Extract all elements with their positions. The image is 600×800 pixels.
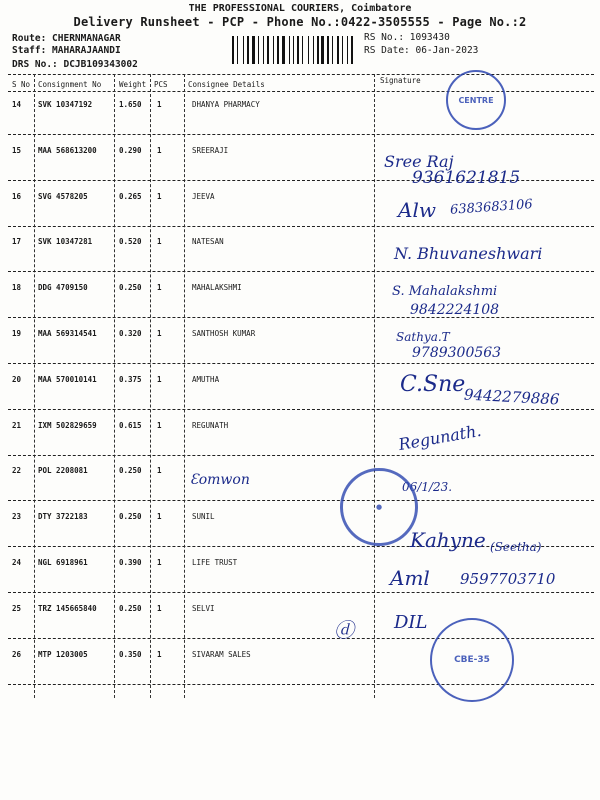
row-pieces: 1 [157,558,162,567]
barcode-bar [263,36,264,64]
row-pieces: 1 [157,191,162,201]
handwritten-initials: Aml [390,566,430,590]
staff-label: Staff: MAHARAJAANDI [12,45,121,56]
row-pieces: 1 [157,649,162,659]
runsheet-company-title: THE PROFESSIONAL COURIERS, Coimbatore [188,3,412,14]
handwritten-phone: 9842224108 [410,302,500,318]
rs-date: RS Date: 06-Jan-2023 [364,45,479,56]
barcode-bar [282,36,285,64]
stamp-text: CBE-35 [454,655,490,665]
barcode-bar [332,36,333,64]
barcode-bar [317,36,319,64]
col-header-consignee: Consignee Details [188,80,265,89]
row-consignee-name: JEEVA [192,191,215,201]
row-serial-number: 21 [12,420,22,430]
row-separator [8,363,594,364]
handwritten-phone: 9442279886 [463,385,560,409]
handwritten-phone: 6383683106 [449,197,534,218]
row-consignee-name: SIVARAM SALES [192,649,251,659]
barcode-bar [243,36,244,64]
barcode-bar [337,36,339,64]
rs-number: RS No.: 1093430 [364,32,450,43]
row-serial-number: 23 [12,512,22,522]
row-serial-number: 24 [12,558,22,567]
header-top-rule [8,74,594,75]
row-consignee-name: DHANYA PHARMACY [192,100,260,109]
row-separator [8,592,594,593]
table-row [0,466,600,512]
row-weight: 0.520 [119,237,142,247]
sales-agency-stamp [430,618,514,702]
handwritten-initials: Alw [398,198,436,222]
barcode-bar [297,36,299,64]
table-row [0,329,600,375]
handwritten-tamil-name: Ɛomwon [190,472,250,488]
barcode-bar [302,36,303,64]
handwritten-name: (Seetha) [490,540,542,554]
row-consignment-number: DDG 4709150 [38,283,88,293]
handwritten-date: 06/1/23. [402,480,453,494]
handwritten-phone: 9361621815 [412,168,521,188]
barcode-bar [232,36,234,64]
barcode-bar [289,36,290,64]
row-consignment-number: DTY 3722183 [38,512,88,522]
row-separator [8,455,594,456]
row-serial-number: 14 [12,100,22,109]
row-serial-number: 25 [12,603,22,613]
row-consignment-number: POL 2208081 [38,466,88,476]
row-serial-number: 26 [12,649,22,659]
barcode-bar [247,36,249,64]
handwritten-name: Sathya.T [396,330,450,344]
handwritten-name: DIL [394,612,428,633]
row-pieces: 1 [157,466,162,476]
barcode-bar [308,36,309,64]
handwritten-name: Regunath. [396,420,483,455]
row-weight: 0.375 [119,374,142,384]
header-bottom-rule [8,91,594,92]
row-consignee-name: SUNIL [192,512,215,522]
row-weight: 0.265 [119,191,142,201]
barcode-bar [273,36,274,64]
row-consignment-number: SVK 10347192 [38,100,93,109]
row-weight: 0.250 [119,512,142,522]
col-header-pcs: PCS [154,80,168,89]
row-pieces: 1 [157,237,162,247]
table-row [0,421,600,467]
row-consignee-name: MAHALAKSHMI [192,283,242,293]
barcode-bar [321,36,324,64]
row-serial-number: 20 [12,374,22,384]
row-consignment-number: MAA 569314541 [38,329,97,338]
row-consignment-number: NGL 6918961 [38,558,88,567]
round-office-stamp [340,468,418,546]
row-pieces: 1 [157,603,162,613]
row-serial-number: 18 [12,283,22,293]
courier-centre-stamp [446,70,506,130]
runsheet-subtitle: Delivery Runsheet - PCP - Phone No.:0422-3505555 - Page No.:2 [73,15,527,29]
row-separator [8,226,594,227]
row-serial-number: 22 [12,466,22,476]
row-consignee-name: SELVI [192,603,215,613]
row-consignment-number: MAA 570010141 [38,374,97,384]
handwritten-mark: ⓓ [334,618,354,642]
row-separator [8,500,594,501]
barcode-bar [267,36,269,64]
row-serial-number: 17 [12,237,22,247]
table-row [0,100,600,146]
row-weight: 0.350 [119,649,142,659]
row-separator [8,271,594,272]
barcode-bar [258,36,259,64]
handwritten-initials: Kahyne [410,528,486,552]
row-serial-number: 19 [12,329,22,338]
handwritten-name: S. Mahalakshmi [392,284,498,299]
stamp-center: ● [375,503,383,511]
barcode-bar [342,36,343,64]
barcode-bar [277,36,279,64]
barcode-bar [237,36,238,64]
barcode-graphic [232,36,354,64]
row-serial-number: 16 [12,191,22,201]
row-pieces: 1 [157,512,162,522]
row-consignee-name: SANTHOSH KUMAR [192,329,256,338]
row-consignee-name: AMUTHA [192,374,220,384]
row-weight: 0.615 [119,420,142,430]
row-separator [8,317,594,318]
row-consignment-number: SVK 10347281 [38,237,93,247]
row-pieces: 1 [157,283,162,293]
row-separator [8,409,594,410]
row-weight: 0.390 [119,558,142,567]
barcode-bar [327,36,329,64]
col-header-signature: Signature [380,76,421,85]
row-consignment-number: SVG 4578205 [38,191,88,201]
row-weight: 0.250 [119,466,142,476]
row-consignee-name: SREERAJI [192,145,229,155]
row-pieces: 1 [157,374,162,384]
row-consignment-number: TRZ 145665840 [38,603,97,613]
barcode-bar [293,36,294,64]
col-header-consignment: Consignment No [38,80,102,89]
route-label: Route: CHERNMANAGAR [12,33,121,44]
handwritten-initials: C.Sne [400,372,466,397]
row-consignment-number: IXM 502829659 [38,420,97,430]
row-separator [8,134,594,135]
row-consignee-name: REGUNATH [192,420,229,430]
row-consignee-name: NATESAN [192,237,224,247]
row-serial-number: 15 [12,145,22,155]
stamp-text: CENTRE [458,95,494,105]
row-weight: 0.290 [119,145,142,155]
col-header-sno: S No [12,80,31,89]
row-weight: 0.250 [119,603,142,613]
row-weight: 0.320 [119,329,142,338]
row-weight: 1.650 [119,100,142,109]
table-row [0,283,600,329]
row-pieces: 1 [157,145,162,155]
col-header-weight: Weight [119,80,147,89]
handwritten-name: N. Bhuvaneshwari [394,244,543,263]
drs-number: DRS No.: DCJB109343002 [12,59,138,70]
row-pieces: 1 [157,329,162,338]
row-consignment-number: MTP 1203005 [38,649,88,659]
barcode-bar [252,36,255,64]
handwritten-name: Sree Raj [384,152,454,171]
handwritten-phone: 9789300563 [412,345,502,361]
handwritten-phone: 9597703710 [460,570,556,588]
row-weight: 0.250 [119,283,142,293]
row-pieces: 1 [157,100,162,109]
barcode-bar [313,36,314,64]
row-pieces: 1 [157,420,162,430]
row-consignee-name: LIFE TRUST [192,558,238,567]
barcode-bar [347,36,348,64]
barcode-bar [351,36,353,64]
row-consignment-number: MAA 568613200 [38,145,97,155]
